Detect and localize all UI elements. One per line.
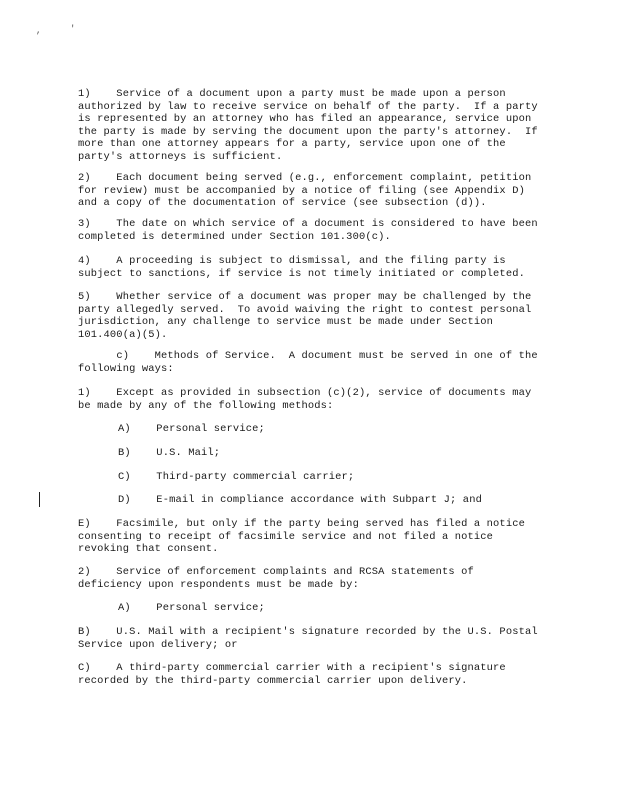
list-item-c1-b: B) U.S. Mail;: [118, 447, 221, 459]
list-item-c1-d: D) E-mail in compliance accordance with Subpart J; and: [118, 494, 482, 506]
list-item-c2-c: C) A third-party commercial carrier with a recipient's signature recorded by the third-party commercial carrier upon delivery.: [78, 662, 506, 687]
paragraph-b4: 4) A proceeding is subject to dismissal, and the filing party is subject to sanctions, if service is not timely initiated or completed.: [78, 255, 525, 280]
paragraph-c1: 1) Except as provided in subsection (c)(2), service of documents may be made by any of the following methods:: [78, 387, 532, 412]
list-item-c1-e: E) Facsimile, but only if the party being served has filed a notice consenting to receipt of facsimile service and not filed a notice revoking that consent.: [78, 518, 525, 556]
paragraph-b2: 2) Each document being served (e.g., enforcement complaint, petition for review) must be accompanied by a notice of filing (see Appendix D) and a copy of the documentation of service (see subsection (d)).: [78, 172, 532, 210]
paragraph-b1: 1) Service of a document upon a party must be made upon a person authorized by law to receive service on behalf of the party. If a party is represented by an attorney who has filed an appearance, service upon the party is made by serving the document upon the party's attorney. If more than one attorney appears for a party, service upon one of the party's attorneys is sufficient.: [78, 88, 538, 163]
paragraph-c-methods: c) Methods of Service. A document must be served in one of the following ways:: [78, 350, 538, 375]
list-item-c1-c: C) Third-party commercial carrier;: [118, 471, 355, 483]
scan-mark-left: ,: [36, 26, 42, 36]
list-item-c1-a: A) Personal service;: [118, 423, 265, 435]
list-item-c2-a: A) Personal service;: [118, 602, 265, 614]
paragraph-b3: 3) The date on which service of a document is considered to have been completed is determined under Section 101.300(c).: [78, 218, 538, 243]
list-item-c2-b: B) U.S. Mail with a recipient's signature recorded by the U.S. Postal Service upon delivery; or: [78, 626, 538, 651]
paragraph-c2: 2) Service of enforcement complaints and RCSA statements of deficiency upon respondents must be made by:: [78, 566, 474, 591]
paragraph-b5: 5) Whether service of a document was proper may be challenged by the party allegedly served. To avoid waiving the right to contest personal jurisdiction, any challenge to service must be made under Section 101.400(a)(5).: [78, 291, 532, 341]
revision-bar: [39, 492, 40, 507]
scan-mark-right: ': [70, 24, 76, 34]
